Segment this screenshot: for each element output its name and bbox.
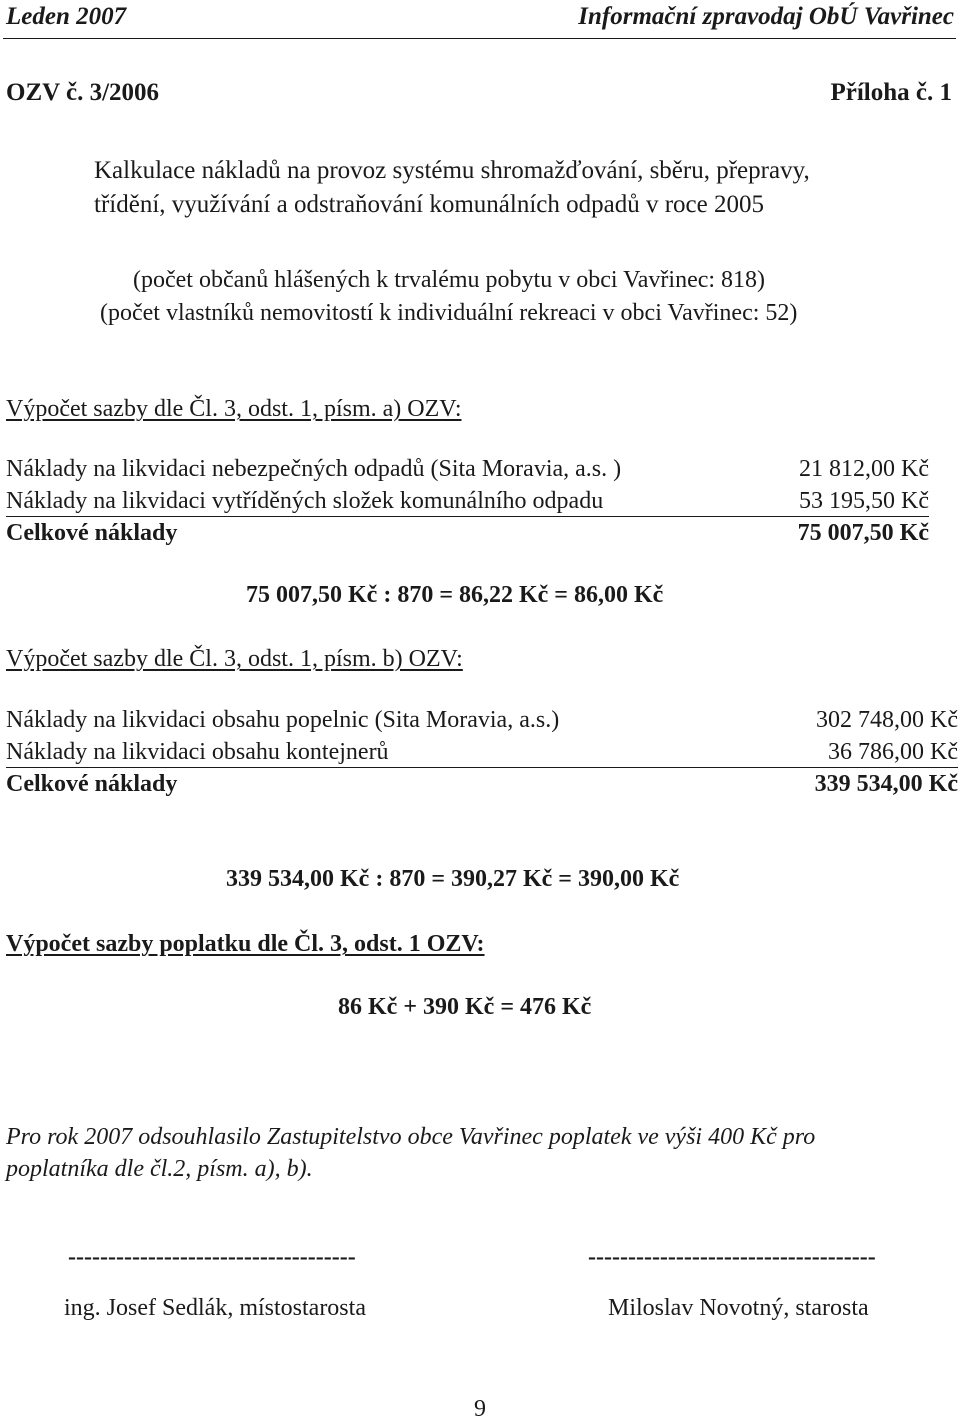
title-line-1: Kalkulace nákladů na provoz systému shromažďování, sběru, přepravy, bbox=[94, 157, 810, 184]
section-b-row-2-label: Náklady na likvidaci obsahu kontejnerů bbox=[6, 739, 389, 765]
section-b-sum-line bbox=[6, 767, 958, 768]
remark-line-2: poplatníka dle čl.2, písm. a), b). bbox=[6, 1156, 313, 1182]
section-b-formula: 339 534,00 Kč : 870 = 390,27 Kč = 390,00 Kč bbox=[226, 866, 680, 892]
signature-line-right: ------------------------------------ bbox=[588, 1244, 876, 1270]
section-b-row-1-label: Náklady na likvidaci obsahu popelnic (Sita Moravia, a.s.) bbox=[6, 707, 560, 733]
section-a-row-1-value: 21 812,00 Kč bbox=[799, 456, 929, 482]
page-number: 9 bbox=[474, 1396, 486, 1422]
owners-note: (počet vlastníků nemovitostí k individuální rekreaci v obci Vavřinec: 52) bbox=[100, 300, 798, 326]
section-a-row-1-label: Náklady na likvidaci nebezpečných odpadů (Sita Moravia, a.s. ) bbox=[6, 456, 622, 482]
header-month: Leden 2007 bbox=[6, 3, 127, 30]
section-a-total-value: 75 007,50 Kč bbox=[797, 520, 929, 546]
header-publication: Informační zpravodaj ObÚ Vavřinec bbox=[578, 3, 954, 30]
section-a-row-2-value: 53 195,50 Kč bbox=[799, 488, 929, 514]
header-divider bbox=[3, 38, 956, 39]
remark-line-1: Pro rok 2007 odsouhlasilo Zastupitelstvo obce Vavřinec poplatek ve výši 400 Kč pro bbox=[6, 1124, 816, 1150]
title-line-2: třídění, využívání a odstraňování komunálních odpadů v roce 2005 bbox=[94, 191, 764, 218]
section-b-total-label: Celkové náklady bbox=[6, 771, 178, 797]
appendix-label: Příloha č. 1 bbox=[830, 79, 952, 106]
signature-line-left: ------------------------------------ bbox=[68, 1244, 356, 1270]
section-a-formula: 75 007,50 Kč : 870 = 86,22 Kč = 86,00 Kč bbox=[246, 582, 664, 608]
section-b-row-2-value: 36 786,00 Kč bbox=[828, 739, 958, 765]
ozv-number: OZV č. 3/2006 bbox=[6, 79, 160, 106]
section-b-heading: Výpočet sazby dle Čl. 3, odst. 1, písm. b) OZV: bbox=[6, 646, 463, 672]
section-b-total-value: 339 534,00 Kč bbox=[814, 771, 958, 797]
section-c-heading: Výpočet sazby poplatku dle Čl. 3, odst. 1 OZV: bbox=[6, 931, 485, 957]
residents-note: (počet občanů hlášených k trvalému pobytu v obci Vavřinec: 818) bbox=[133, 267, 766, 293]
section-a-row-2-label: Náklady na likvidaci vytříděných složek komunálního odpadu bbox=[6, 488, 604, 514]
section-b-row-1-value: 302 748,00 Kč bbox=[816, 707, 958, 733]
section-a-heading: Výpočet sazby dle Čl. 3, odst. 1, písm. a) OZV: bbox=[6, 396, 462, 422]
section-c-formula: 86 Kč + 390 Kč = 476 Kč bbox=[338, 994, 592, 1020]
signatory-right: Miloslav Novotný, starosta bbox=[608, 1295, 869, 1321]
section-a-sum-line bbox=[6, 516, 929, 517]
section-a-total-label: Celkové náklady bbox=[6, 520, 178, 546]
signatory-left: ing. Josef Sedlák, místostarosta bbox=[64, 1295, 366, 1321]
